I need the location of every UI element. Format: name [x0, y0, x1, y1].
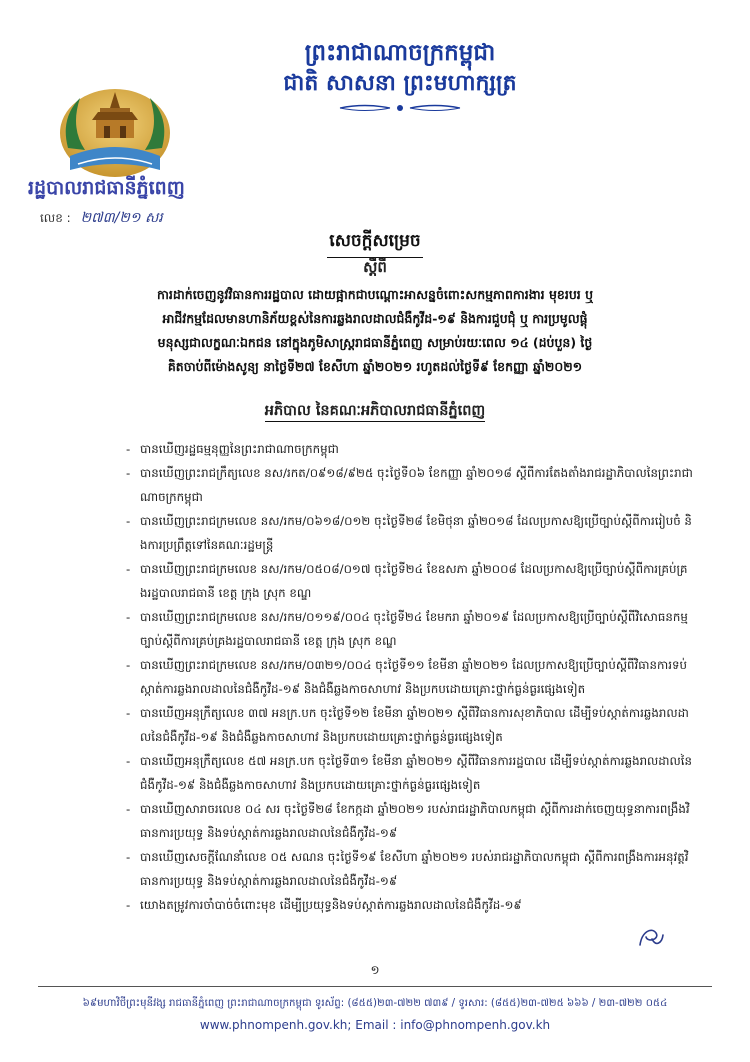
reference-label: លេខ :: [40, 211, 71, 225]
list-item: - បានឃើញអនុក្រឹត្យលេខ ៥៧ អនក្រ.បក ចុះថ្ងៃទី៣១ ខែមីនា ឆ្នាំ២០២១ ស្តីពីវិធានការរដ្ឋបាល ដើម្បីទប់ស្កាត់ការឆ្លងរាលដាលនៃជំងឺកូវីដ-១៩ និងជំងឺឆ្លងកាចសាហាវ និងប្រកបដោយគ្រោះថ្នាក់ធ្ងន់ធ្ងរផ្សេងទៀត: [128, 749, 693, 797]
issuing-authority: រដ្ឋបាលរាជធានីភ្នំពេញ: [28, 177, 185, 199]
list-item: - បានឃើញព្រះរាជក្រមលេខ នស/រកម/០៥០៨/០១៧ ចុះថ្ងៃទី២៤ ខែឧសភា ឆ្នាំ២០០៨ ដែលប្រកាសឱ្យប្រើច្បាប់ស្តីពីការគ្រប់គ្រងរដ្ឋបាលរាជធានី ខេត្ត ក្រុង ស្រុក ខណ្ឌ: [128, 557, 693, 605]
list-item: - បានឃើញរដ្ឋធម្មនុញ្ញនៃព្រះរាជាណាចក្រកម្ពុជា: [128, 437, 693, 461]
subject-line: មនុស្សជាលក្ខណៈឯកជន នៅក្នុងភូមិសាស្ត្ររាជធានីភ្នំពេញ សម្រាប់រយៈពេល ១៤ (ដប់បួន) ថ្ងៃ: [157, 335, 593, 350]
footer-web-contact: www.phnompenh.gov.kh; Email : info@phnompenh.gov.kh: [199, 1018, 551, 1032]
list-item: - បានឃើញសេចក្តីណែនាំលេខ ០៥ សណន ចុះថ្ងៃទី១៩ ខែសីហា ឆ្នាំ២០២១ របស់រាជរដ្ឋាភិបាលកម្ពុជា ស្តីពីការពង្រឹងការអនុវត្តវិធានការប្រយុទ្ធ និងទប់ស្កាត់ការឆ្លងរាលដាលនៃជំងឺកូវីដ-១៩: [128, 845, 693, 893]
list-item: - បានឃើញព្រះរាជក្រមលេខ នស/រកម/០៣២១/០០៤ ចុះថ្ងៃទី១១ ខែមីនា ឆ្នាំ២០២១ ដែលប្រកាសឱ្យប្រើច្បាប់ស្តីពីវិធានការទប់ស្កាត់ការឆ្លងរាលដាលនៃជំងឺកូវីដ-១៩ និងជំងឺឆ្លងកាចសាហាវ និងប្រកបដោយគ្រោះថ្នាក់ធ្ងន់ធ្ងរផ្សេងទៀត: [128, 653, 693, 701]
page-number: ១: [370, 963, 380, 977]
governor-heading-text: អភិបាល នៃគណៈអភិបាលរាជធានីភ្នំពេញ: [265, 403, 485, 422]
subject-line: គិតចាប់ពីម៉ោងសូន្យ នាថ្ងៃទី២៧ ខែសីហា ឆ្នាំ២០២១ រហូតដល់ថ្ងៃទី៩ ខែកញ្ញា ឆ្នាំ២០២១: [167, 359, 583, 374]
subject-line: អាជីវកម្មដែលមានហានិភ័យខ្ពស់នៃការឆ្លងរាលដាលជំងឺកូវីដ-១៩ និងការជួបជុំ ឬ ការប្រមូលផ្តុំ: [162, 311, 588, 326]
subject-line: ការដាក់ចេញនូវវិធានការរដ្ឋបាល ដោយផ្អាកជាបណ្តោះអាសន្នចំពោះសកម្មភាពការងារ មុខរបរ ឬ: [156, 287, 594, 302]
footer-address: ៦៩មហាវិថីព្រះមុនីវង្ស រាជធានីភ្នំពេញ ព្រះរាជាណាចក្រកម្ពុជា ទូរស័ព្ទ: (៨៥៥)២៣-៧២២ ៧៣៩ / ទូរសារ: (៨៥៥)២៣-៧២៥ ៦៦៦ / ២៣-៧២២ ០៥៤: [82, 998, 668, 1009]
list-item: - បានឃើញព្រះរាជក្រមលេខ នស/រកម/០៦១៨/០១២ ចុះថ្ងៃទី២៨ ខែមិថុនា ឆ្នាំ២០១៨ ដែលប្រកាសឱ្យប្រើច្បាប់ស្តីពីការរៀបចំ និងការប្រព្រឹត្តទៅនៃគណៈរដ្ឋមន្ត្រី: [128, 509, 693, 557]
letterhead: [230, 38, 570, 117]
document-title: [0, 230, 750, 258]
footer-divider: [38, 986, 712, 987]
legal-basis-list: [128, 437, 693, 917]
national-motto: ជាតិ សាសនា ព្រះមហាក្សត្រ: [283, 70, 517, 96]
city-emblem-icon: [40, 78, 190, 180]
initials-signature-icon: [636, 925, 666, 951]
reference-value: ២៧៣/២១ សរ: [80, 210, 163, 226]
kingdom-name: ព្រះរាជាណាចក្រកម្ពុជា: [304, 39, 496, 66]
ornament-divider-icon: [335, 103, 465, 113]
about-label: ស្តីពី: [363, 258, 387, 276]
list-item: - បានឃើញព្រះរាជក្រឹត្យលេខ នស/រកត/០៩១៨/៩២៥ ចុះថ្ងៃទី០៦ ខែកញ្ញា ឆ្នាំ២០១៨ ស្តីពីការតែងតាំងរាជរដ្ឋាភិបាលនៃព្រះរាជាណាចក្រកម្ពុជា: [128, 461, 693, 509]
list-item: - បានឃើញព្រះរាជក្រមលេខ នស/រកម/០១១៩/០០៤ ចុះថ្ងៃទី២៤ ខែមករា ឆ្នាំ២០១៩ ដែលប្រកាសឱ្យប្រើច្បាប់ស្តីពីវិសោធនកម្មច្បាប់ស្តីពីការគ្រប់គ្រងរដ្ឋបាលរាជធានី ខេត្ត ក្រុង ស្រុក ខណ្ឌ: [128, 605, 693, 653]
list-item: - បានឃើញសារាចរលេខ ០៤ សរ ចុះថ្ងៃទី២៨ ខែកក្កដា ឆ្នាំ២០២១ របស់រាជរដ្ឋាភិបាលកម្ពុជា ស្តីពីការដាក់ចេញយុទ្ធនាការពង្រឹងវិធានការប្រយុទ្ធ និងទប់ស្កាត់ការឆ្លងរាលដាលនៃជំងឺកូវីដ-១៩: [128, 797, 693, 845]
list-item: - យោងតម្រូវការចាំបាច់ចំពោះមុខ ដើម្បីប្រយុទ្ធនិងទប់ស្កាត់ការឆ្លងរាលដាលនៃជំងឺកូវីដ-១៩: [128, 893, 693, 917]
document-title-text: សេចក្តីសម្រេច: [327, 230, 422, 258]
decision-subject: [50, 283, 700, 379]
list-item: - បានឃើញអនុក្រឹត្យលេខ ៣៧ អនក្រ.បក ចុះថ្ងៃទី១២ ខែមីនា ឆ្នាំ២០២១ ស្តីពីវិធានការសុខាភិបាល ដើម្បីទប់ស្កាត់ការឆ្លងរាលដាលនៃជំងឺកូវីដ-១៩ និងជំងឺឆ្លងកាចសាហាវ និងប្រកបដោយគ្រោះថ្នាក់ធ្ងន់ធ្ងរផ្សេងទៀត: [128, 701, 693, 749]
governor-heading: [0, 402, 750, 423]
reference-number: [40, 208, 163, 229]
